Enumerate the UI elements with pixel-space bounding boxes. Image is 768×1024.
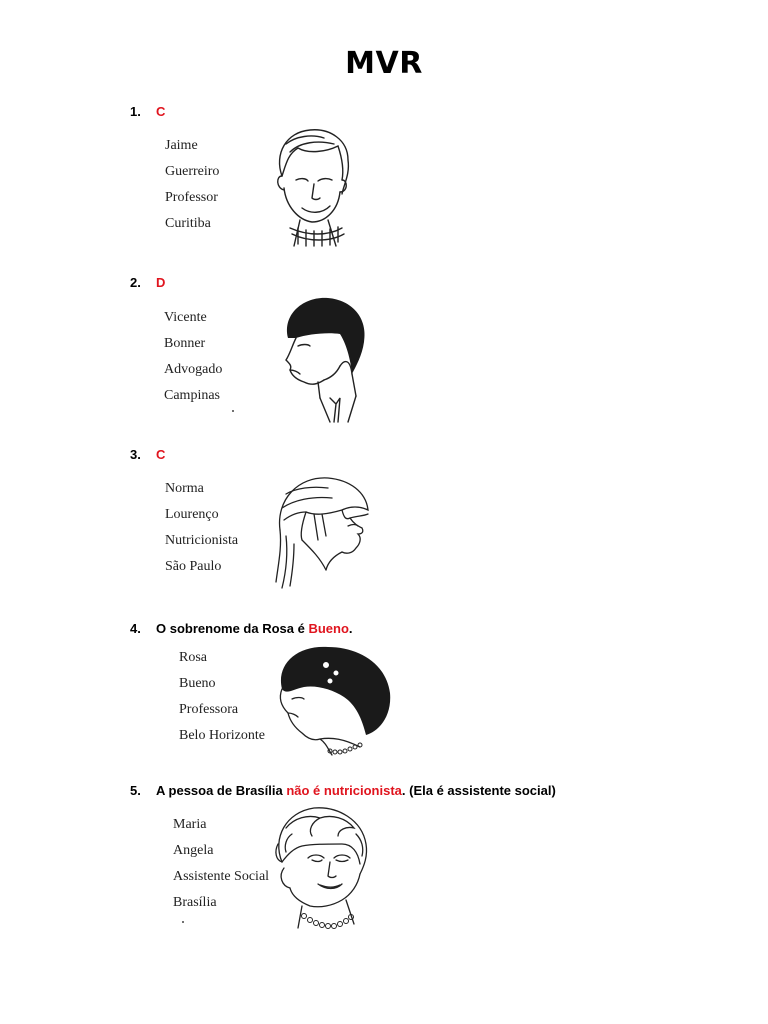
question-text-prefix: A pessoa de Brasília: [156, 783, 287, 798]
card-line: Rosa: [179, 650, 207, 665]
question-text-suffix: .: [348, 621, 353, 636]
card-line: Professor: [165, 190, 218, 205]
card-line: Nutricionista: [165, 533, 239, 548]
card-line: Jaime: [165, 138, 198, 153]
question-2-heading: [130, 275, 165, 290]
card-line: Belo Horizonte: [179, 728, 265, 743]
question-text-prefix: O sobrenome da Rosa é: [156, 621, 309, 636]
card-3-text: [165, 476, 238, 580]
card-line: Guerreiro: [165, 164, 220, 179]
card-line: Bonner: [164, 336, 206, 351]
card-line: Brasília: [173, 895, 217, 910]
answer-text: C: [156, 104, 166, 119]
card-line: Vicente: [164, 310, 207, 325]
question-number: 4.: [130, 621, 141, 636]
question-number: 1.: [130, 104, 141, 119]
card-line: Campinas: [164, 388, 220, 403]
card-line: Maria: [173, 817, 207, 832]
stray-mark: [182, 921, 184, 923]
question-1-heading: [130, 104, 165, 119]
card-line: Bueno: [179, 676, 216, 691]
portrait-man-suit-illustration: [278, 294, 370, 426]
answer-highlight: não é nutricionista: [286, 783, 402, 798]
card-line: Advogado: [164, 362, 223, 377]
question-4-heading: [130, 621, 353, 636]
answer-text: C: [156, 447, 166, 462]
card-line: Norma: [165, 481, 204, 496]
card-5-text: [173, 812, 269, 916]
card-line: Lourenço: [165, 507, 219, 522]
card-line: São Paulo: [165, 559, 222, 574]
portrait-woman-headscarf-illustration: [272, 474, 372, 590]
card-line: Curitiba: [165, 216, 211, 231]
card-line: Angela: [173, 843, 214, 858]
card-line: Professora: [179, 702, 239, 717]
card-line: Assistente Social: [173, 869, 270, 884]
question-5-heading: [130, 783, 556, 798]
question-number: 3.: [130, 447, 141, 462]
portrait-man-sweater-illustration: [268, 124, 358, 250]
question-3-heading: [130, 447, 165, 462]
question-number: 5.: [130, 783, 141, 798]
card-1-text: [165, 133, 219, 237]
question-number: 2.: [130, 275, 141, 290]
card-4-text: [179, 645, 265, 749]
card-2-text: [164, 305, 222, 409]
answer-text: D: [156, 275, 166, 290]
question-text-suffix: . (Ela é assistente social): [401, 783, 556, 798]
portrait-woman-pearl-necklace-illustration: [272, 804, 370, 936]
answer-highlight: Bueno: [308, 621, 349, 636]
stray-mark: [232, 410, 234, 412]
portrait-woman-curly-hair-illustration: [274, 643, 392, 757]
page-title: MVR: [345, 46, 423, 81]
